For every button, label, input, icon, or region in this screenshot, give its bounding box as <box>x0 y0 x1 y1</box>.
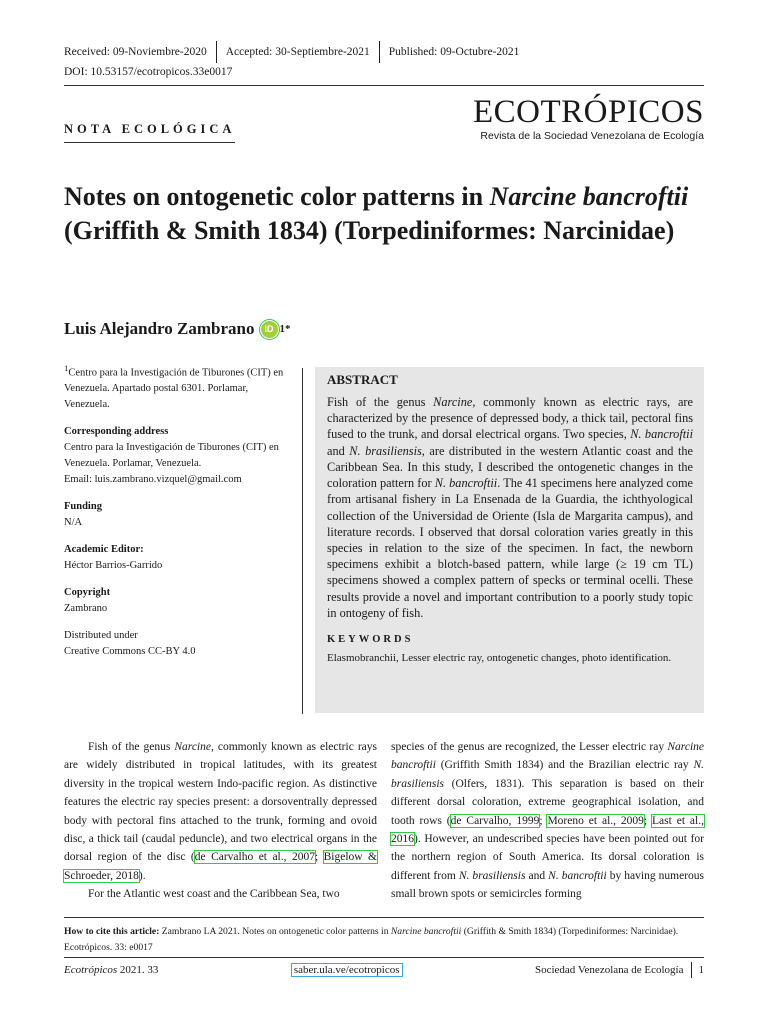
author-superscript: 1* <box>279 323 291 335</box>
affiliation-sup: 1 <box>64 363 69 373</box>
footer-society: Sociedad Venezolana de Ecología <box>534 964 684 976</box>
funding-label: Funding <box>64 501 102 513</box>
keywords: Elasmobranchii, Lesser electric ray, ontogenetic changes, photo identification. <box>327 652 672 665</box>
footer-journal <box>64 964 158 976</box>
abstract-body <box>327 394 693 621</box>
abstract-text: Fish of the genus <box>327 395 434 409</box>
abstract-italic: N. bancroftii <box>630 427 693 442</box>
license <box>64 628 284 660</box>
editor-label: Academic Editor: <box>64 544 144 556</box>
page-number: 1 <box>698 964 704 976</box>
citation-link[interactable]: de Carvalho, 1999 <box>450 814 540 827</box>
cite-label: How to cite this article: <box>64 926 160 937</box>
doi: DOI: 10.53157/ecotropicos.33e0017 <box>64 66 233 78</box>
citation-link[interactable]: de Carvalho et al., 2007 <box>194 851 315 864</box>
affiliation-text: Centro para la Investigación de Tiburones (CIT) en Venezuela. Apartado postal 6301. Porlamar, Venezuela. <box>64 367 284 411</box>
license-text: Distributed under <box>64 629 138 641</box>
journal-subtitle: Revista de la Sociedad Venezolana de Ecología <box>480 130 704 142</box>
article-title <box>64 180 714 249</box>
footer-rule <box>64 957 704 958</box>
abstract-italic: N. brasiliensis <box>349 443 422 458</box>
footer-right <box>535 962 704 978</box>
body-text: ; <box>539 814 548 827</box>
cite-italic: Narcine bancroftii <box>390 926 462 937</box>
body-text: ; <box>643 814 653 827</box>
author-name: Luis Alejandro Zambrano <box>64 319 255 338</box>
keywords-heading: KEYWORDS <box>327 634 414 646</box>
journal-name: ECOTRÓPICOS <box>472 94 704 130</box>
article-dates <box>64 41 519 63</box>
corresponding-text: Centro para la Investigación de Tiburones (CIT) en Venezuela. Porlamar, Venezuela. <box>64 442 279 470</box>
footer-year: 2021. 33 <box>117 964 159 976</box>
cite-text: Zambrano LA 2021. Notes on ontogenetic color patterns in <box>159 926 391 937</box>
received-date: Received: 09-Noviembre-2020 <box>64 46 207 58</box>
body-text: species of the genus are recognized, the Lesser electric ray <box>391 741 668 753</box>
body-text: ; <box>314 851 324 864</box>
accepted-date: Accepted: 30-Septiembre-2021 <box>225 46 370 58</box>
body-italic: Narcine bancroftii <box>391 741 704 772</box>
article-sidebar <box>64 362 284 671</box>
body-text: by having numerous small brown spots or semicircles forming <box>391 869 704 901</box>
body-text: and <box>525 869 549 882</box>
affiliation <box>64 362 284 413</box>
paragraph: For the Atlantic west coast and the Caribbean Sea, two <box>88 888 340 901</box>
body-column-right <box>391 738 704 904</box>
published-date: Published: 09-Octubre-2021 <box>388 46 520 58</box>
body-italic: N. brasiliensis <box>458 869 526 882</box>
column-divider <box>302 368 303 714</box>
body-text: , commonly known as electric rays are widely distributed in tropical latitudes, with its greatest diversity in the tropical western Indo-pacific region. As distinctive features the electric ray species present: a dorsoventrally depressed body with pectoral fins attached to the trunk, forming and ovoid disc, a thick tail (caudal peduncle), and two electrical organs in the dorsal region of the disc ( <box>64 741 377 864</box>
how-to-cite <box>64 924 704 956</box>
title-text: (Griffith & Smith 1834) (Torpediniformes: Narcinidae) <box>64 216 675 246</box>
body-text: ). However, an undescribed species have been pointed out for the northern region of South America. Its dorsal coloration is different from <box>391 832 704 882</box>
divider <box>379 41 380 63</box>
abstract-text: , commonly known as electric rays, are characterized by the presence of depressed body, a thick tail, pectoral fins fused to the trunk, and dorsal electrical organs. Two species, <box>327 395 693 442</box>
body-text: ). <box>138 869 146 882</box>
section-tag: NOTA ECOLÓGICA <box>64 122 235 143</box>
title-species: Narcine bancroftii <box>489 182 689 211</box>
body-italic: N. brasiliensis <box>391 759 704 790</box>
abstract-text: , are distributed in the western Atlantic coast and the Caribbean Sea. In this study, I described the ontogenetic changes in the coloration pattern for <box>327 443 693 491</box>
copyright-label: Copyright <box>64 586 111 598</box>
funding-text: N/A <box>64 517 83 529</box>
corresponding-label: Corresponding address <box>64 426 169 438</box>
academic-editor <box>64 542 284 574</box>
abstract-box <box>315 367 704 713</box>
title-text: Notes on ontogenetic color patterns in <box>64 182 490 211</box>
abstract-italic: Narcine <box>433 395 473 409</box>
copyright-text: Zambrano <box>64 602 108 614</box>
paragraph <box>391 738 704 904</box>
editor-name: Héctor Barrios-Garrido <box>64 560 163 572</box>
body-italic: Narcine <box>174 741 211 753</box>
body-italic: N. bancroftii <box>548 869 607 882</box>
email[interactable]: Email: luis.zambrano.vizquel@gmail.com <box>64 474 242 486</box>
paragraph <box>64 738 377 885</box>
license-name: Creative Commons CC-BY 4.0 <box>64 645 196 657</box>
copyright <box>64 585 284 617</box>
header-rule <box>64 85 704 86</box>
abstract-text: . The 41 specimens here analyzed come from artisanal fishery in La Ensenada de la Guardia, the ichthyological collection of the Universidad de Oriente (Isla de Margarita campus), and literature records. I observed that dorsal coloration varies greatly in this species in relation to the size of the specimen. In fact, the newborn specimens exhibit a blotch-based pattern, while large (≥ 19 cm TL) specimens showed a complex pattern of specks or terminal ocelli. These results provide a novel and important contribution to a poorly study topic in ontogeny of fish. <box>327 476 694 620</box>
journal-logo <box>473 96 704 142</box>
orcid-icon[interactable]: iD <box>261 321 278 338</box>
abstract-italic: N. bancroftii <box>434 476 498 491</box>
page-footer <box>64 962 704 978</box>
corresponding-address <box>64 424 284 488</box>
journal-url-link[interactable]: saber.ula.ve/ecotropicos <box>293 964 400 976</box>
body-text: (Olfers, 1831). This separation is based on their different dorsal coloration, extreme geographical isolation, and tooth rows ( <box>391 777 704 827</box>
author-line <box>64 319 291 339</box>
body-column-left <box>64 738 377 904</box>
footer-journal-name: Ecotrópicos <box>64 964 118 976</box>
citation-link[interactable]: Last et al., 2016 <box>391 814 704 845</box>
body-text: Fish of the genus <box>88 741 175 753</box>
citation-link[interactable]: Bigelow & Schroeder, 2018 <box>64 851 377 882</box>
citation-rule <box>64 917 704 918</box>
cite-text: (Griffith & Smith 1834) (Torpediniformes: Narcinidae). Ecotrópicos. 33: e0017 <box>64 926 679 953</box>
citation-link[interactable]: Moreno et al., 2009 <box>547 814 644 827</box>
funding <box>64 499 284 531</box>
abstract-text: and <box>327 443 350 458</box>
body-text: (Griffith Smith 1834) and the Brazilian electric ray <box>435 759 694 772</box>
abstract-heading: ABSTRACT <box>327 372 398 387</box>
divider <box>216 41 217 63</box>
divider <box>691 962 692 978</box>
